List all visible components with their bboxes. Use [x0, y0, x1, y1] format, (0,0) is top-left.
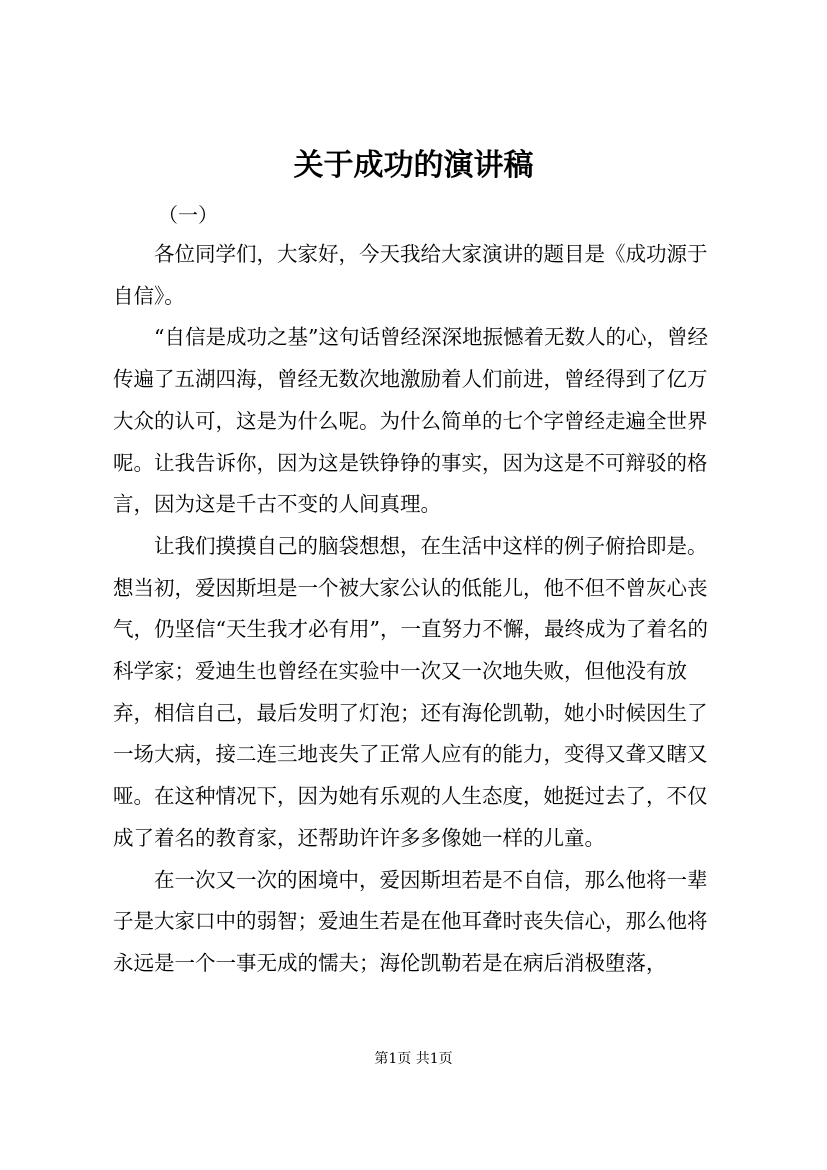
- document-body: [113, 234, 723, 985]
- page-footer: 第1页 共1页: [374, 1051, 453, 1067]
- paragraph-greeting: 各位同学们，大家好，今天我给大家演讲的题目是《成功源于自信》。: [113, 242, 708, 308]
- paragraph-examples: 让我们摸摸自己的脑袋想想，在生活中这样的例子俯拾即是。想当初，爱因斯坦是一个被大家公认的低能儿，他不但不曾灰心丧气，仍坚信“天生我才必有用”，一直努力不懈，最终成为了着名的科学家；爱迪生也曾经在实验中一次又一次地失败，但他没有放弃，相信自己，最后发明了灯泡；还有海伦凯勒，她小时候因生了一场大病，接二连三地丧失了正常人应有的能力，变得又聋又瞎又哑。在这种情况下，因为她有乐观的人生态度，她挺过去了，不仅成了着名的教育家，还帮助许许多多像她一样的儿童。: [113, 533, 708, 850]
- paragraph-adversity: 在一次又一次的困境中，爱因斯坦若是不自信，那么他将一辈子是大家口中的弱智；爱迪生若是在他耳聋时丧失信心，那么他将永远是一个一事无成的懦夫；海伦凯勒若是在病后消极堕落，: [113, 867, 708, 975]
- section-number: （一）: [158, 203, 218, 227]
- document-title: 关于成功的演讲稿: [293, 148, 534, 183]
- paragraph-confidence-quote: “自信是成功之基”这句话曾经深深地振憾着无数人的心，曾经传遍了五湖四海，曾经无数次地激励着人们前进，曾经得到了亿万大众的认可，这是为什么呢。为什么简单的七个字曾经走遍全世界呢。让我告诉你，因为这是铁铮铮的事实，因为这是不可辩驳的格言，因为这是千古不变的人间真理。: [113, 325, 708, 517]
